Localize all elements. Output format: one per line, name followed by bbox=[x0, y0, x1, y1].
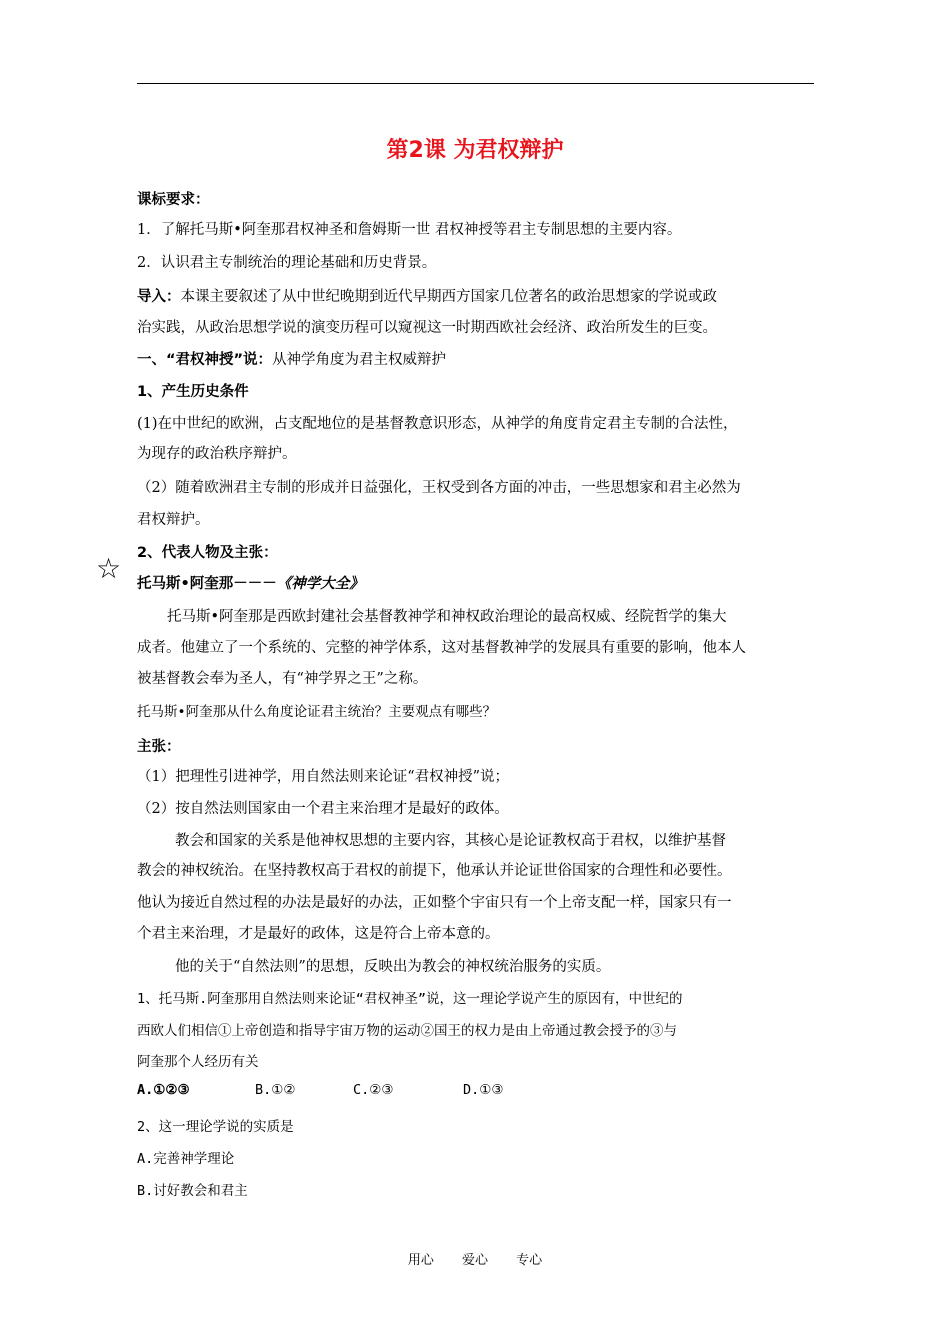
historical-conditions-heading: 1、产生历史条件 bbox=[137, 384, 249, 400]
curriculum-heading: 课标要求： bbox=[137, 192, 210, 208]
question-2-option-a: A.完善神学理论 bbox=[137, 1151, 235, 1167]
star-icon: ☆ bbox=[96, 552, 122, 585]
requirement-2: 2．认识君主专制统治的理论基础和历史背景。 bbox=[137, 255, 437, 271]
aquinas-bio-line-3: 被基督教会奉为圣人，有“神学界之王”之称。 bbox=[137, 671, 428, 687]
intro-heading: 导入： bbox=[137, 289, 181, 305]
claim-2: （2）按自然法则国家由一个君主来治理才是最好的政体。 bbox=[137, 801, 509, 817]
aquinas-name: 托马斯•阿奎那－－－ bbox=[137, 576, 277, 592]
intro-line-2: 治实践，从政治思想学说的演变历程可以窥视这一时期西欧社会经济、政治所发生的巨变。 bbox=[137, 320, 717, 336]
aquinas-bio-line-2: 成者。他建立了一个系统的、完整的神学体系，这对基督教神学的发展具有重要的影响，他本人 bbox=[137, 640, 746, 656]
footer-word-3: 专心 bbox=[516, 1253, 543, 1268]
aquinas-heading bbox=[137, 572, 364, 593]
question-2: 2、这一理论学说的实质是 bbox=[137, 1119, 294, 1135]
page-footer bbox=[0, 1249, 950, 1268]
church-state-line-3: 他认为接近自然过程的办法是最好的办法，正如整个宇宙只有一个上帝支配一样，国家只有一 bbox=[137, 895, 732, 911]
claims-heading: 主张： bbox=[137, 739, 181, 755]
option-b: B.①② bbox=[255, 1082, 296, 1098]
condition-2-line-1: （2）随着欧洲君主专制的形成并日益强化，王权受到各方面的冲击，一些思想家和君主必然为 bbox=[137, 480, 741, 496]
option-c: C.②③ bbox=[353, 1082, 394, 1098]
intro-text: 本课主要叙述了从中世纪晚期到近代早期西方国家几位著名的政治思想家的学说或政 bbox=[180, 289, 717, 305]
requirement-1: 1．了解托马斯•阿奎那君权神圣和詹姆斯一世 君权神授等君主专制思想的主要内容。 bbox=[137, 222, 682, 238]
church-state-line-2: 教会的神权统治。在坚持教权高于君权的前提下，他承认并论证世俗国家的合理性和必要性。 bbox=[137, 863, 732, 879]
church-state-line-4: 个君主来治理，才是最好的政体，这是符合上帝本意的。 bbox=[137, 926, 500, 942]
section-1-subtitle: 从神学角度为君主权威辩护 bbox=[272, 352, 447, 368]
aquinas-bio-line-1: 托马斯•阿奎那是西欧封建社会基督教神学和神权政治理论的最高权威、经院哲学的集大 bbox=[167, 609, 727, 625]
condition-1-line-1: (1)在中世纪的欧洲，占支配地位的是基督教意识形态，从神学的角度肯定君主专制的合法性， bbox=[137, 416, 738, 432]
question-1-line-1: 1、托马斯.阿奎那用自然法则来论证“君权神圣”说，这一理论学说产生的原因有，中世纪的 bbox=[137, 991, 683, 1007]
option-d: D.①③ bbox=[463, 1082, 504, 1098]
claim-1: （1）把理性引进神学，用自然法则来论证“君权神授”说； bbox=[137, 769, 510, 785]
section-1-heading bbox=[137, 348, 446, 369]
section-1-title: 一、“君权神授”说： bbox=[137, 352, 273, 368]
intro-line-1 bbox=[137, 285, 717, 306]
footer-word-1: 用心 bbox=[407, 1253, 434, 1268]
option-a: A.①②③ bbox=[137, 1082, 190, 1098]
church-state-line-1: 教会和国家的关系是他神权思想的主要内容，其核心是论证教权高于君权，以维护基督 bbox=[175, 833, 726, 849]
question-1-line-2: 西欧人们相信①上帝创造和指导宇宙万物的运动②国王的权力是由上帝通过教会授予的③与 bbox=[137, 1023, 677, 1039]
question-1-line-3: 阿奎那个人经历有关 bbox=[137, 1054, 259, 1070]
question-2-option-b: B.讨好教会和君主 bbox=[137, 1183, 248, 1199]
summa-title: 《神学大全》 bbox=[276, 575, 364, 592]
lesson-title: 第2课 为君权辩护 bbox=[386, 138, 564, 163]
footer-word-2: 爱心 bbox=[461, 1253, 488, 1268]
condition-2-line-2: 君权辩护。 bbox=[137, 512, 210, 528]
header-rule bbox=[137, 83, 814, 84]
natural-law-summary: 他的关于“自然法则”的思想，反映出为教会的神权统治服务的实质。 bbox=[175, 959, 611, 975]
aquinas-question: 托马斯•阿奎那从什么角度论证君主统治？主要观点有哪些？ bbox=[137, 704, 497, 720]
representatives-heading: 2、代表人物及主张： bbox=[137, 545, 278, 561]
condition-1-line-2: 为现存的政治秩序辩护。 bbox=[137, 446, 297, 462]
